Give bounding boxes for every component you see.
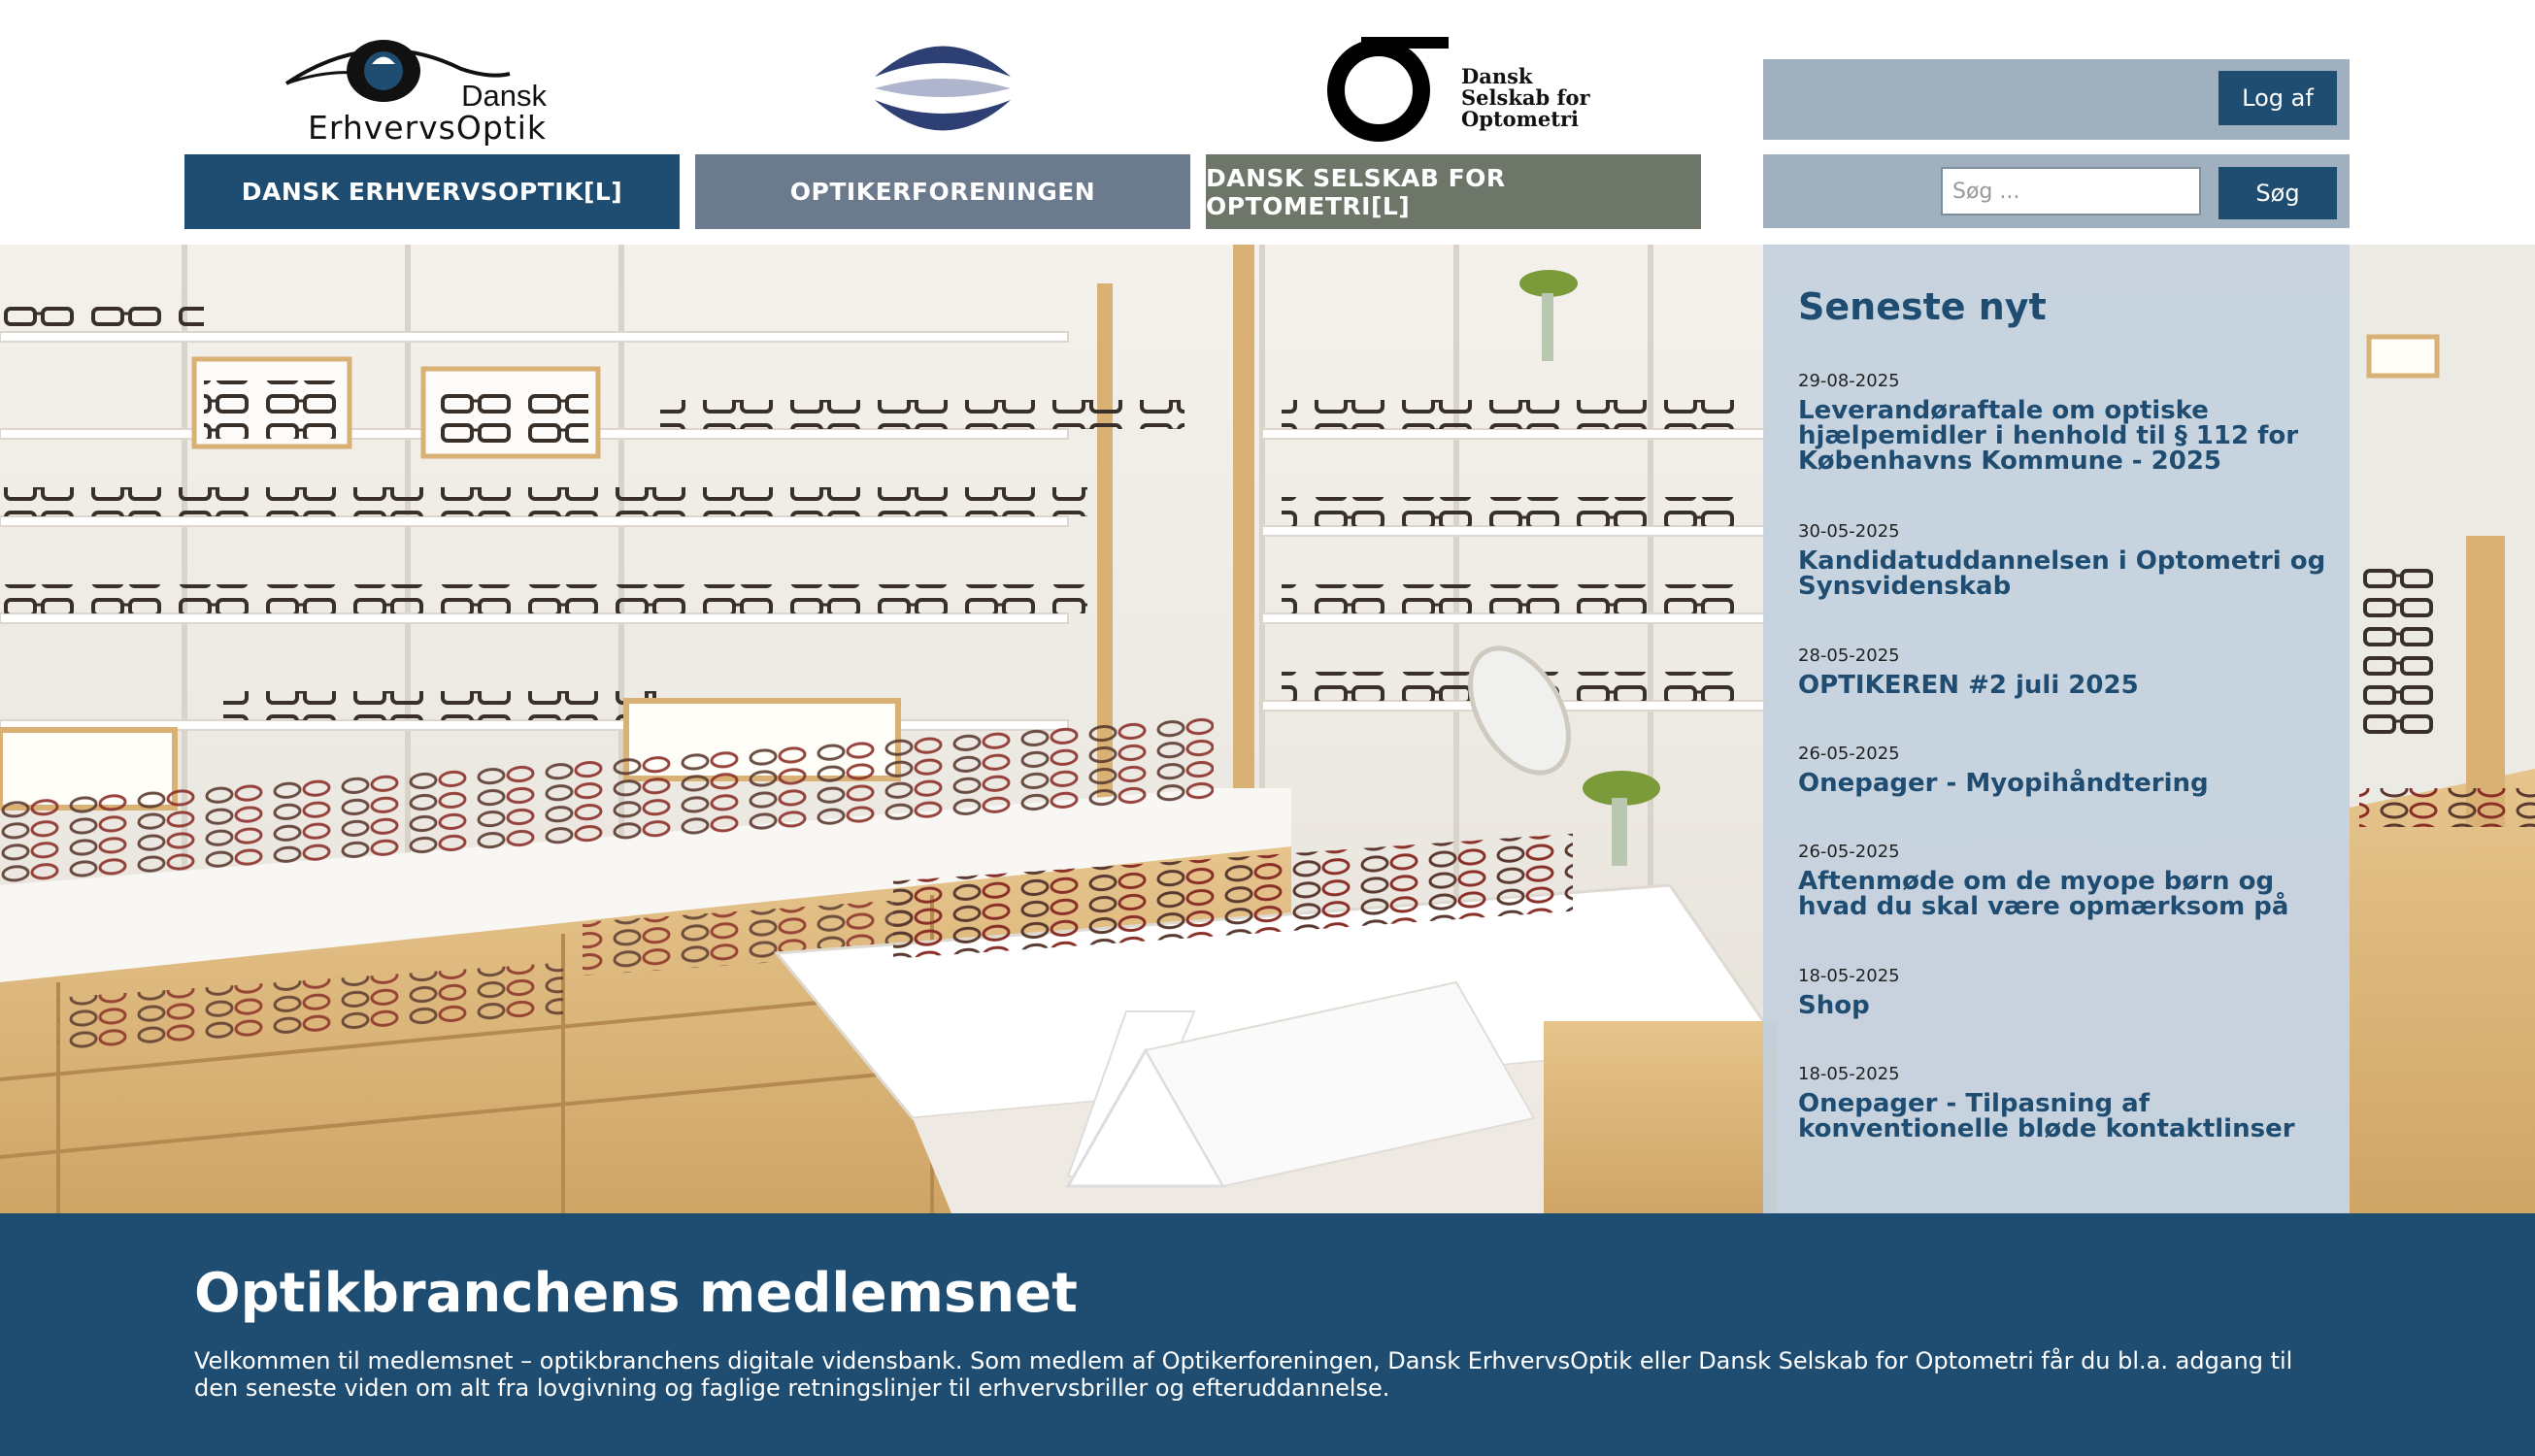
news-item[interactable] [1798, 1064, 2332, 1142]
news-heading: Seneste nyt [1798, 285, 2047, 328]
eye-lens-icon [870, 30, 1016, 147]
news-item[interactable] [1798, 645, 2332, 698]
news-date: 28-05-2025 [1798, 645, 1900, 666]
news-title-link[interactable]: Shop [1798, 991, 1870, 1020]
news-title-link[interactable]: Onepager - Tilpasning af konventionelle bløde kontaktlinser [1798, 1089, 2295, 1143]
news-title-link[interactable]: Onepager - Myopihåndtering [1798, 769, 2209, 798]
erhvervsoptik-logo[interactable] [184, 27, 680, 149]
news-date: 29-08-2025 [1798, 371, 1900, 391]
news-title-link[interactable]: OPTIKEREN #2 juli 2025 [1798, 671, 2139, 700]
news-date: 18-05-2025 [1798, 1064, 1900, 1084]
news-date: 26-05-2025 [1798, 842, 1900, 862]
news-date: 30-05-2025 [1798, 521, 1900, 542]
news-date: 18-05-2025 [1798, 966, 1900, 986]
nav-dansk-selskab-for-optometri[interactable]: DANSK SELSKAB FOR OPTOMETRI[L] [1206, 154, 1701, 229]
svg-text:ErhvervsOptik: ErhvervsOptik [307, 108, 547, 147]
nav-dansk-erhvervsoptik[interactable]: DANSK ERHVERVSOPTIK[L] [184, 154, 680, 229]
news-item[interactable] [1798, 371, 2332, 474]
latest-news-panel [1763, 245, 2350, 1213]
search-button[interactable]: Søg [2218, 167, 2337, 219]
svg-text:Dansk: Dansk [461, 78, 547, 113]
optometri-logo[interactable] [1206, 27, 1701, 149]
intro-band [0, 1213, 2535, 1456]
news-item[interactable] [1798, 966, 2332, 1018]
search-box [1763, 154, 2350, 228]
news-item[interactable] [1798, 521, 2332, 599]
optikerforeningen-logo[interactable] [695, 27, 1190, 149]
search-input[interactable] [1941, 167, 2201, 215]
news-title-link[interactable]: Aftenmøde om de myope børn og hvad du skal være opmærksom på [1798, 867, 2289, 921]
nav-optikerforeningen[interactable]: OPTIKERFORENINGEN [695, 154, 1190, 229]
news-item[interactable] [1798, 744, 2332, 796]
news-item[interactable] [1798, 842, 2332, 919]
intro-title: Optikbranchens medlemsnet [194, 1262, 1078, 1325]
news-title-link[interactable]: Leverandøraftale om optiske hjælpemidler i henhold til § 112 for Københavns Kommune - 2025 [1798, 396, 2299, 476]
news-title-link[interactable]: Kandidatuddannelsen i Optometri og Synsvidenskab [1798, 546, 2326, 601]
optometri-logo-text: Dansk Selskab for Optometri [1461, 64, 1590, 131]
logout-button[interactable]: Log af [2218, 71, 2337, 125]
account-box [1763, 59, 2350, 140]
eye-icon [267, 30, 597, 147]
news-date: 26-05-2025 [1798, 744, 1900, 764]
intro-text: Velkommen til medlemsnet – optikbranchens digitale vidensbank. Som medlem af Optikerforeningen, Dansk ErhvervsOptik eller Dansk Selskab for Optometri får du bl.a. adgang til den seneste viden om alt fra lovgivning og faglige retningslinjer til erhvervsbriller og efteruddannelse. [194, 1347, 2293, 1402]
